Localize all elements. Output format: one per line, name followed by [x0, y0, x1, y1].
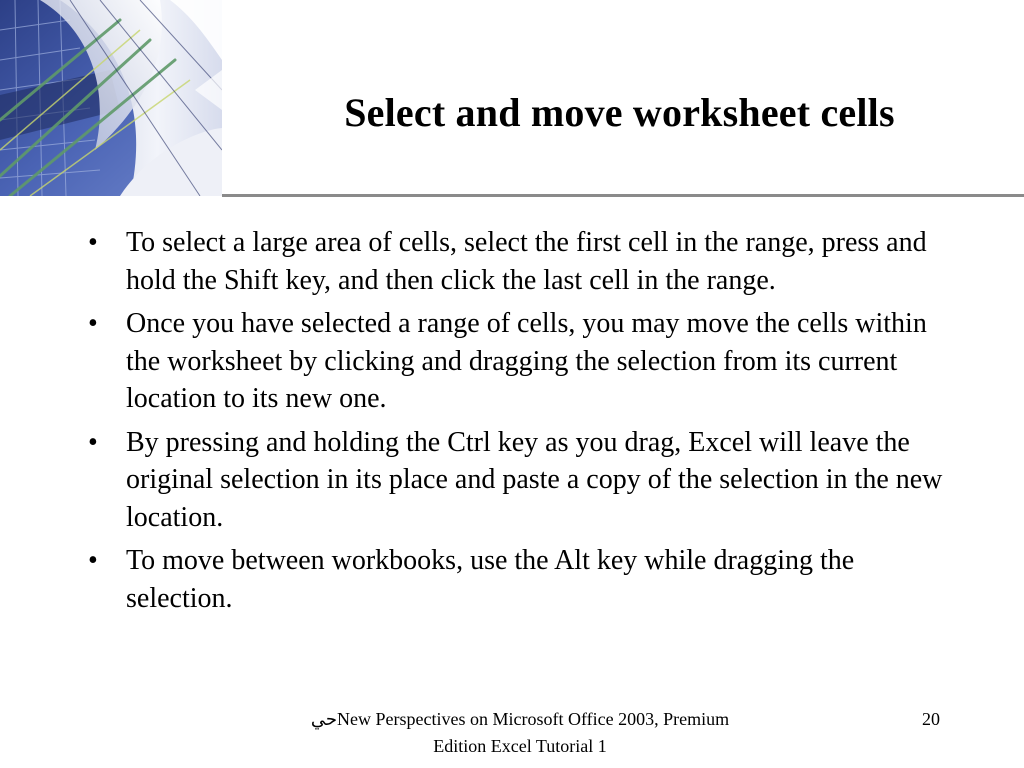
bullet-item [78, 224, 958, 299]
slide-footer: حيNew Perspectives on Microsoft Office 2003, Premium Edition Excel Tutorial 1 [310, 709, 730, 756]
bullet-item [78, 542, 958, 617]
page-number: 20 [922, 709, 940, 729]
bullet-dot-icon: • [88, 227, 98, 258]
bullet-text: By pressing and holding the Ctrl key as you drag, Excel will leave the original selection in its place and paste a copy of the selection in the new location. [126, 426, 943, 533]
bullet-dot-icon: • [88, 308, 98, 339]
title-divider [222, 194, 1024, 197]
bullet-dot-icon: • [88, 545, 98, 576]
bullet-text: To select a large area of cells, select the first cell in the range, press and hold the Shift key, and then click the last cell in the range. [126, 227, 927, 296]
bullet-text: Once you have selected a range of cells, you may move the cells within the worksheet by clicking and dragging the selection from its current location to its new one. [126, 308, 927, 414]
bullet-text: To move between workbooks, use the Alt key while dragging the selection. [126, 545, 855, 614]
bullet-list [78, 224, 958, 623]
header-architecture-image [0, 0, 222, 196]
architecture-photo [0, 0, 222, 196]
bullet-item [78, 305, 958, 418]
slide-title: Select and move worksheet cells [344, 90, 895, 135]
bullet-item [78, 424, 958, 537]
bullet-dot-icon: • [88, 426, 98, 458]
